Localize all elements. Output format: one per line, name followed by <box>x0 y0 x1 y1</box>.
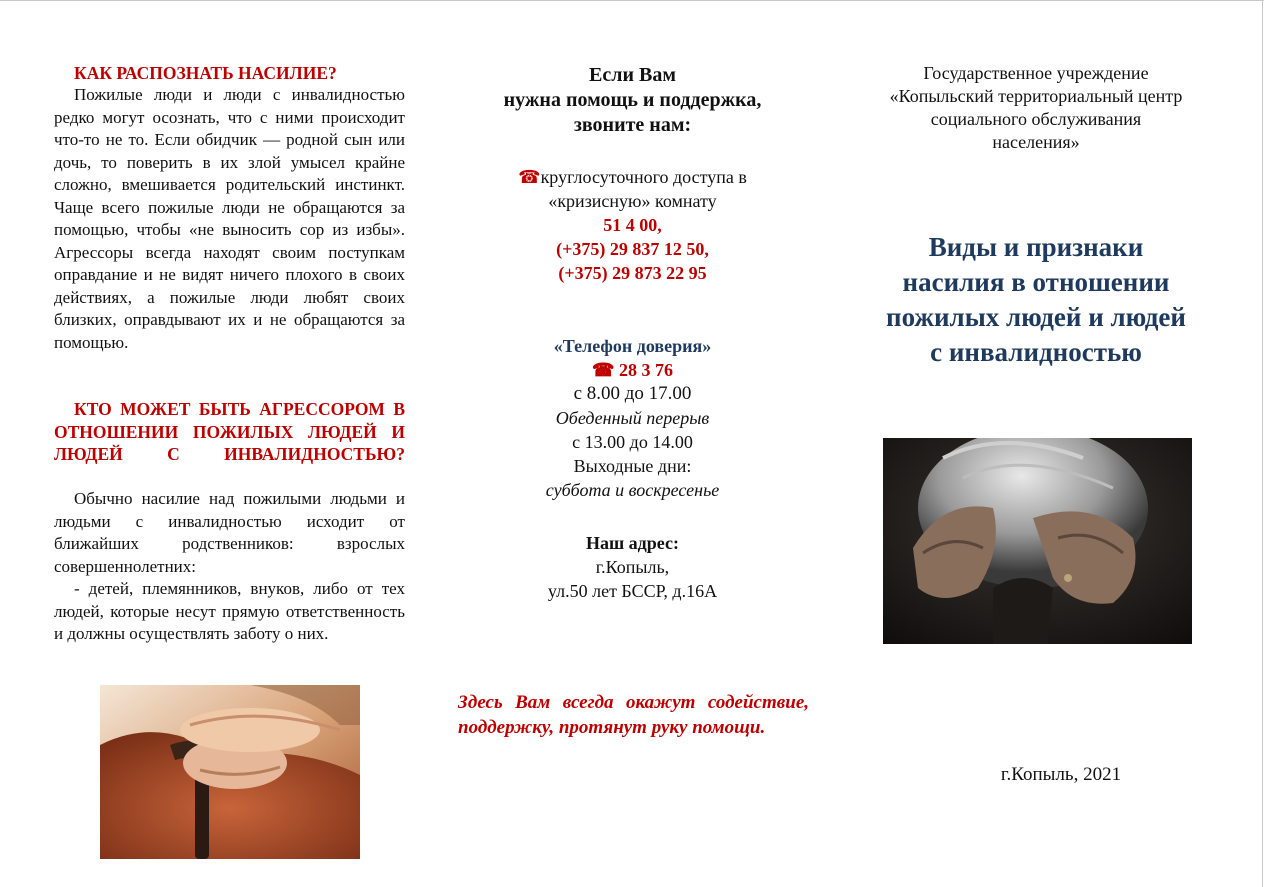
title-line2: насилия в отношении <box>902 267 1170 297</box>
closing-support-message: Здесь Вам всегда окажут содействие, поддержку, протянут руку помощи. <box>458 692 809 738</box>
working-hours: с 8.00 до 17.00 <box>573 383 692 404</box>
title-line3: пожилых людей и людей <box>886 302 1186 332</box>
heading-who-aggressor: КТО МОЖЕТ БЫТЬ АГРЕССОРОМ В ОТНОШЕНИИ ПОЖИЛЫХ ЛЮДЕЙ И ЛЮДЕЙ С ИНВАЛИДНОСТЬЮ? <box>54 399 405 464</box>
telephone-icon: ☎ <box>518 167 541 187</box>
telephone-icon: ☎ <box>592 360 615 380</box>
page-right-border <box>1262 0 1263 887</box>
photo-elderly-hands-cane <box>100 685 360 859</box>
crisis-phone-3: (+375) 29 873 22 95 <box>558 263 707 283</box>
crisis-room-line1: круглосуточного доступа в <box>540 167 747 187</box>
help-intro-line3: звоните нам: <box>573 114 692 136</box>
title-line1: Виды и признаки <box>928 232 1144 262</box>
address-city: г.Копыль, <box>595 557 670 577</box>
help-intro-line2: нужна помощь и поддержка, <box>503 89 762 111</box>
org-line4: населения» <box>992 132 1080 152</box>
crisis-phone-2: (+375) 29 837 12 50, <box>556 239 709 259</box>
lunch-hours: с 13.00 до 14.00 <box>572 432 693 452</box>
paragraph-recognize: Пожилые люди и люди с инвалидностью редко могут осознать, что с ними происходит что-то не то. Если обидчик — родной сын или дочь, то поверить в их злой умысел крайне сложно, вмешивается родительский инстинкт. Чаще всего пожилые люди не обращаются за помощью, чтобы «не выносить сор из избы». Агрессоры всегда находят своим поступкам оправдание и не видят ничего плохого в своих действиях, а пожилые люди любят своих близких, оправдывают их и не обращаются за помощью. <box>54 85 405 352</box>
page-top-border <box>0 0 1264 1</box>
crisis-room-line2: «кризисную» комнату <box>548 191 717 211</box>
help-intro-line1: Если Вам <box>589 64 676 86</box>
cane-hands-illustration <box>100 685 360 859</box>
org-line2: «Копыльский территориальный центр <box>889 86 1183 106</box>
lunch-label: Обеденный перерыв <box>555 408 710 428</box>
brochure-title <box>856 230 1216 370</box>
heading-recognize-violence: КАК РАСПОЗНАТЬ НАСИЛИЕ? <box>74 63 337 83</box>
paragraph-aggressor: Обычно насилие над пожилыми людьми и людьми с инвалидностью исходит от ближайших родственников: взрослых совершеннолетних: <box>54 489 405 576</box>
title-line4: с инвалидностью <box>930 337 1142 367</box>
weekend-label: Выходные дни: <box>573 456 692 476</box>
trust-phone-title: «Телефон доверия» <box>553 336 712 356</box>
org-line3: социального обслуживания <box>930 109 1142 129</box>
footer-city-year: г.Копыль, 2021 <box>1000 764 1122 785</box>
photo-elderly-woman-distress <box>883 438 1192 644</box>
address-street: ул.50 лет БССР, д.16А <box>547 581 718 601</box>
org-line1: Государственное учреждение <box>923 63 1149 83</box>
crisis-phone-1: 51 4 00, <box>603 215 662 235</box>
weekend-days: суббота и воскресенье <box>545 480 720 500</box>
paragraph-relatives: - детей, племянников, внуков, либо от тех людей, которые несут прямую ответственность и должны осуществлять заботу о них. <box>54 579 405 643</box>
address-label: Наш адрес: <box>585 533 679 553</box>
trust-phone-number: 28 3 76 <box>618 360 673 380</box>
distressed-woman-illustration <box>883 438 1192 644</box>
